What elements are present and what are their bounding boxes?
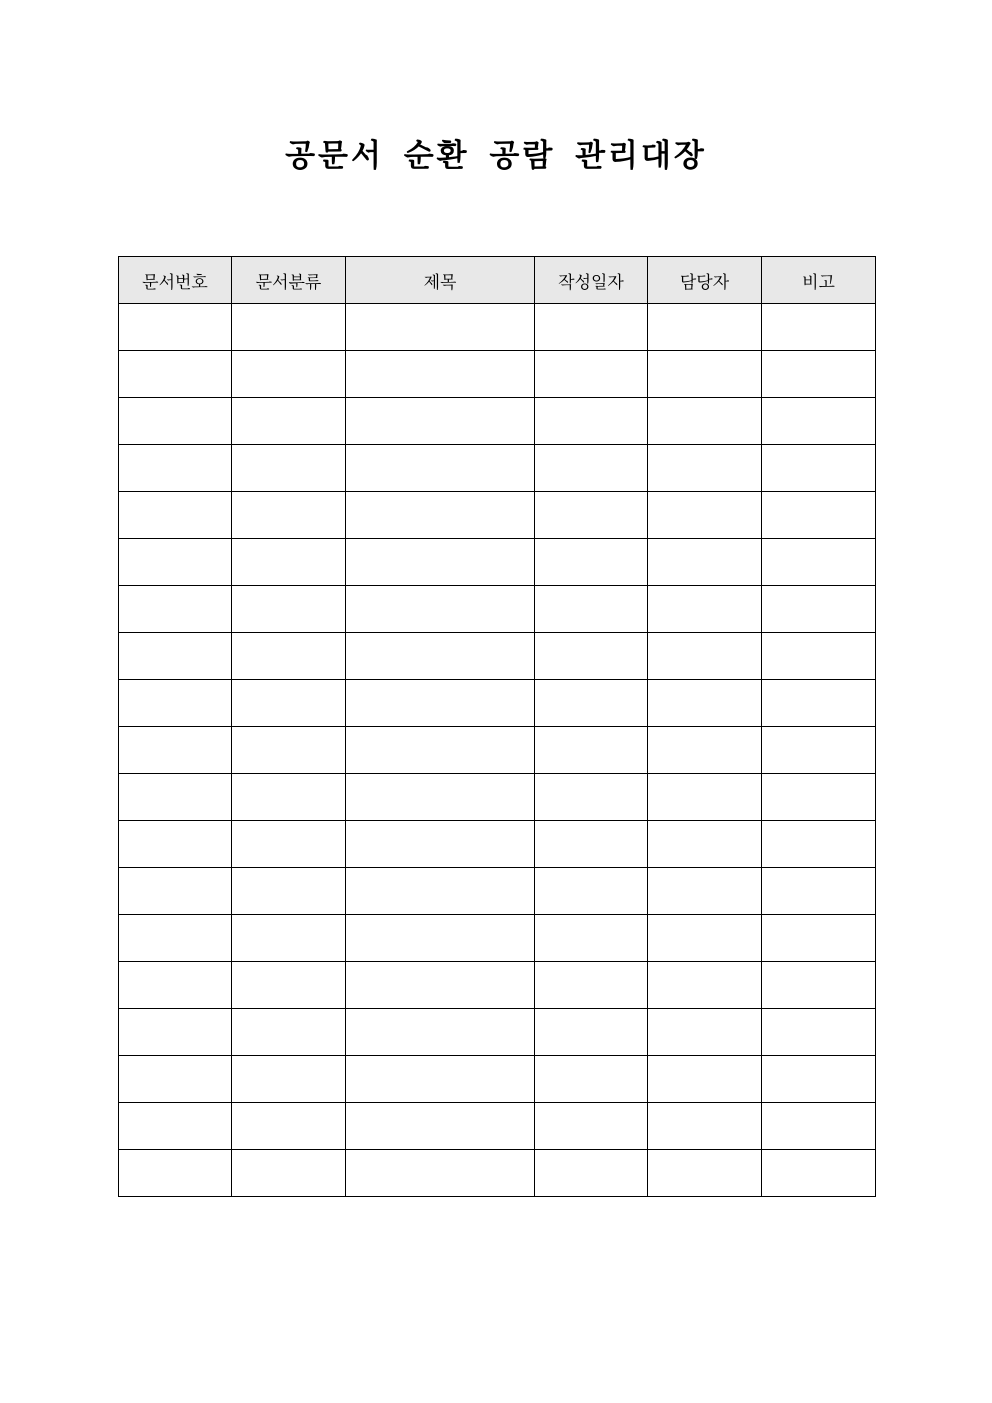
table-cell-doc-category[interactable] <box>232 962 346 1009</box>
table-cell-person-in-charge[interactable] <box>648 774 762 821</box>
table-cell-doc-number[interactable] <box>119 586 232 633</box>
table-cell-date[interactable] <box>535 586 648 633</box>
table-cell-remarks[interactable] <box>762 398 876 445</box>
table-cell-doc-number[interactable] <box>119 351 232 398</box>
table-cell-subject[interactable] <box>346 633 535 680</box>
table-cell-subject[interactable] <box>346 1150 535 1197</box>
table-cell-person-in-charge[interactable] <box>648 633 762 680</box>
table-cell-doc-number[interactable] <box>119 821 232 868</box>
table-row <box>119 1056 876 1103</box>
table-cell-doc-number[interactable] <box>119 868 232 915</box>
table-cell-doc-number[interactable] <box>119 633 232 680</box>
table-cell-person-in-charge[interactable] <box>648 962 762 1009</box>
table-cell-subject[interactable] <box>346 1056 535 1103</box>
table-cell-doc-number[interactable] <box>119 398 232 445</box>
table-row <box>119 680 876 727</box>
table-cell-person-in-charge[interactable] <box>648 351 762 398</box>
table-cell-doc-number[interactable] <box>119 1056 232 1103</box>
table-cell-person-in-charge[interactable] <box>648 868 762 915</box>
table-row <box>119 962 876 1009</box>
table-cell-doc-category[interactable] <box>232 915 346 962</box>
table-cell-subject[interactable] <box>346 492 535 539</box>
table-cell-remarks[interactable] <box>762 1009 876 1056</box>
table-cell-doc-category[interactable] <box>232 1103 346 1150</box>
table-cell-date[interactable] <box>535 1009 648 1056</box>
table-cell-date[interactable] <box>535 821 648 868</box>
table-cell-subject[interactable] <box>346 445 535 492</box>
header-row <box>119 257 876 304</box>
table-cell-person-in-charge[interactable] <box>648 304 762 351</box>
table-cell-doc-category[interactable] <box>232 868 346 915</box>
table-cell-subject[interactable] <box>346 586 535 633</box>
table-cell-date[interactable] <box>535 445 648 492</box>
table-row <box>119 774 876 821</box>
table-header <box>119 257 876 304</box>
column-header-doc-category: 문서분류 <box>232 257 346 304</box>
table-cell-person-in-charge[interactable] <box>648 1056 762 1103</box>
table-cell-doc-number[interactable] <box>119 915 232 962</box>
table-cell-remarks[interactable] <box>762 821 876 868</box>
table-cell-doc-number[interactable] <box>119 774 232 821</box>
table-row <box>119 492 876 539</box>
table-cell-remarks[interactable] <box>762 586 876 633</box>
table-cell-person-in-charge[interactable] <box>648 445 762 492</box>
table-cell-subject[interactable] <box>346 774 535 821</box>
table-cell-person-in-charge[interactable] <box>648 821 762 868</box>
table-cell-date[interactable] <box>535 962 648 1009</box>
page-title: 공문서 순환 공람 관리대장 <box>285 138 707 174</box>
table-cell-date[interactable] <box>535 633 648 680</box>
table-cell-date[interactable] <box>535 680 648 727</box>
column-header-remarks: 비고 <box>762 257 876 304</box>
table-cell-remarks[interactable] <box>762 962 876 1009</box>
table-cell-subject[interactable] <box>346 351 535 398</box>
table-cell-doc-number[interactable] <box>119 1009 232 1056</box>
table-cell-remarks[interactable] <box>762 915 876 962</box>
table-cell-remarks[interactable] <box>762 868 876 915</box>
table-cell-subject[interactable] <box>346 1009 535 1056</box>
table-cell-doc-category[interactable] <box>232 680 346 727</box>
table-cell-doc-category[interactable] <box>232 586 346 633</box>
table-cell-doc-category[interactable] <box>232 1009 346 1056</box>
table-cell-person-in-charge[interactable] <box>648 539 762 586</box>
table-cell-remarks[interactable] <box>762 539 876 586</box>
table-cell-person-in-charge[interactable] <box>648 915 762 962</box>
table-cell-date[interactable] <box>535 492 648 539</box>
register-table <box>118 256 876 1197</box>
table-cell-doc-number[interactable] <box>119 492 232 539</box>
table-cell-person-in-charge[interactable] <box>648 586 762 633</box>
table-body <box>119 304 876 1197</box>
table-cell-doc-category[interactable] <box>232 539 346 586</box>
table-row <box>119 1009 876 1056</box>
table-cell-person-in-charge[interactable] <box>648 1103 762 1150</box>
table-cell-subject[interactable] <box>346 304 535 351</box>
table-cell-date[interactable] <box>535 1150 648 1197</box>
table-cell-remarks[interactable] <box>762 1103 876 1150</box>
table-cell-doc-number[interactable] <box>119 1150 232 1197</box>
table-cell-person-in-charge[interactable] <box>648 727 762 774</box>
table-cell-subject[interactable] <box>346 868 535 915</box>
table-cell-doc-number[interactable] <box>119 727 232 774</box>
table-cell-remarks[interactable] <box>762 445 876 492</box>
table-cell-subject[interactable] <box>346 915 535 962</box>
table-cell-doc-category[interactable] <box>232 821 346 868</box>
table-cell-date[interactable] <box>535 1056 648 1103</box>
table-row <box>119 868 876 915</box>
table-cell-doc-category[interactable] <box>232 492 346 539</box>
table-row <box>119 304 876 351</box>
column-header-subject: 제목 <box>346 257 535 304</box>
table-cell-doc-category[interactable] <box>232 774 346 821</box>
column-header-person-in-charge: 담당자 <box>648 257 762 304</box>
table-cell-doc-category[interactable] <box>232 1150 346 1197</box>
table-row <box>119 821 876 868</box>
table-cell-remarks[interactable] <box>762 492 876 539</box>
table-row <box>119 915 876 962</box>
table-cell-remarks[interactable] <box>762 351 876 398</box>
table-row <box>119 1150 876 1197</box>
table-cell-remarks[interactable] <box>762 680 876 727</box>
table-cell-remarks[interactable] <box>762 727 876 774</box>
column-header-date: 작성일자 <box>535 257 648 304</box>
table-cell-doc-category[interactable] <box>232 304 346 351</box>
table-cell-date[interactable] <box>535 398 648 445</box>
table-cell-subject[interactable] <box>346 398 535 445</box>
table-cell-date[interactable] <box>535 915 648 962</box>
table-row <box>119 586 876 633</box>
table-cell-doc-category[interactable] <box>232 398 346 445</box>
table-cell-remarks[interactable] <box>762 1056 876 1103</box>
table-row <box>119 445 876 492</box>
table-cell-subject[interactable] <box>346 680 535 727</box>
table-row <box>119 351 876 398</box>
table-cell-doc-category[interactable] <box>232 1056 346 1103</box>
table-cell-remarks[interactable] <box>762 633 876 680</box>
table-row <box>119 633 876 680</box>
table-cell-date[interactable] <box>535 868 648 915</box>
table-row <box>119 398 876 445</box>
table-cell-doc-category[interactable] <box>232 633 346 680</box>
table-cell-subject[interactable] <box>346 539 535 586</box>
table-cell-doc-category[interactable] <box>232 351 346 398</box>
table-cell-person-in-charge[interactable] <box>648 398 762 445</box>
table-cell-date[interactable] <box>535 1103 648 1150</box>
table-cell-date[interactable] <box>535 351 648 398</box>
table-cell-date[interactable] <box>535 304 648 351</box>
table-cell-subject[interactable] <box>346 821 535 868</box>
table-cell-person-in-charge[interactable] <box>648 680 762 727</box>
table-cell-doc-category[interactable] <box>232 445 346 492</box>
table-cell-person-in-charge[interactable] <box>648 1009 762 1056</box>
table-row <box>119 727 876 774</box>
column-header-doc-number: 문서번호 <box>119 257 232 304</box>
table-row <box>119 1103 876 1150</box>
table-cell-date[interactable] <box>535 539 648 586</box>
table-cell-remarks[interactable] <box>762 774 876 821</box>
table-row <box>119 539 876 586</box>
table-cell-doc-number[interactable] <box>119 680 232 727</box>
table-cell-doc-number[interactable] <box>119 304 232 351</box>
table-cell-doc-number[interactable] <box>119 539 232 586</box>
table-cell-date[interactable] <box>535 774 648 821</box>
table-cell-date[interactable] <box>535 727 648 774</box>
table-cell-subject[interactable] <box>346 727 535 774</box>
table-cell-remarks[interactable] <box>762 304 876 351</box>
table-cell-person-in-charge[interactable] <box>648 1150 762 1197</box>
table-cell-remarks[interactable] <box>762 1150 876 1197</box>
table-cell-doc-category[interactable] <box>232 727 346 774</box>
table-cell-doc-number[interactable] <box>119 445 232 492</box>
table-cell-subject[interactable] <box>346 962 535 1009</box>
table-cell-person-in-charge[interactable] <box>648 492 762 539</box>
table-cell-subject[interactable] <box>346 1103 535 1150</box>
table-cell-doc-number[interactable] <box>119 962 232 1009</box>
table-cell-doc-number[interactable] <box>119 1103 232 1150</box>
